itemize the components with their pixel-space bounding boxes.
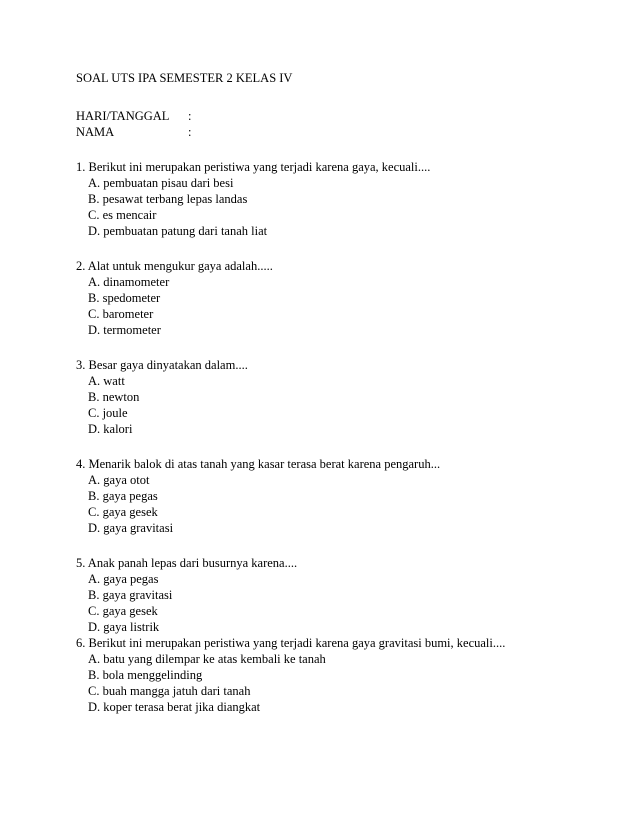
question-3-option-c: C. joule bbox=[88, 406, 128, 420]
question-5-option-a: A. gaya pegas bbox=[88, 572, 159, 586]
question-4-option-c: C. gaya gesek bbox=[88, 505, 158, 519]
question-5-option-d: D. gaya listrik bbox=[88, 620, 160, 634]
date-colon: : bbox=[188, 109, 192, 123]
question-2-option-a: A. dinamometer bbox=[88, 275, 170, 289]
question-4: 4. Menarik balok di atas tanah yang kasar terasa berat karena pengaruh... bbox=[76, 457, 441, 471]
question-3-option-b: B. newton bbox=[88, 390, 140, 404]
question-6: 6. Berikut ini merupakan peristiwa yang terjadi karena gaya gravitasi bumi, kecuali.... bbox=[76, 636, 506, 650]
question-3: 3. Besar gaya dinyatakan dalam.... bbox=[76, 358, 248, 372]
question-3-option-d: D. kalori bbox=[88, 422, 133, 436]
question-6-option-c: C. buah mangga jatuh dari tanah bbox=[88, 684, 251, 698]
question-1-option-b: B. pesawat terbang lepas landas bbox=[88, 192, 248, 206]
question-2: 2. Alat untuk mengukur gaya adalah..... bbox=[76, 259, 273, 273]
name-colon: : bbox=[188, 125, 192, 139]
question-5-option-c: C. gaya gesek bbox=[88, 604, 158, 618]
question-2-option-d: D. termometer bbox=[88, 323, 161, 337]
question-3-option-a: A. watt bbox=[88, 374, 125, 388]
question-4-option-a: A. gaya otot bbox=[88, 473, 150, 487]
question-4-option-d: D. gaya gravitasi bbox=[88, 521, 174, 535]
date-label: HARI/TANGGAL bbox=[76, 109, 170, 123]
page-title: SOAL UTS IPA SEMESTER 2 KELAS IV bbox=[76, 71, 293, 85]
question-2-option-b: B. spedometer bbox=[88, 291, 161, 305]
question-6-option-b: B. bola menggelinding bbox=[88, 668, 203, 682]
question-1-option-c: C. es mencair bbox=[88, 208, 157, 222]
question-1: 1. Berikut ini merupakan peristiwa yang terjadi karena gaya, kecuali.... bbox=[76, 160, 431, 174]
question-1-option-a: A. pembuatan pisau dari besi bbox=[88, 176, 234, 190]
question-6-option-d: D. koper terasa berat jika diangkat bbox=[88, 700, 261, 714]
name-label: NAMA bbox=[76, 125, 115, 139]
question-1-option-d: D. pembuatan patung dari tanah liat bbox=[88, 224, 268, 238]
question-2-option-c: C. barometer bbox=[88, 307, 154, 321]
question-5: 5. Anak panah lepas dari busurnya karena.... bbox=[76, 556, 298, 570]
question-5-option-b: B. gaya gravitasi bbox=[88, 588, 173, 602]
question-6-option-a: A. batu yang dilempar ke atas kembali ke tanah bbox=[88, 652, 326, 666]
question-4-option-b: B. gaya pegas bbox=[88, 489, 158, 503]
